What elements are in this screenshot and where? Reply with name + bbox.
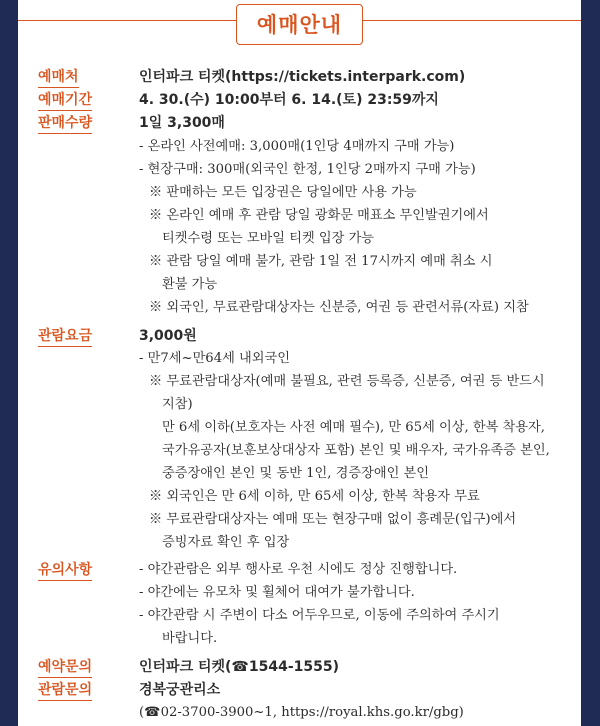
- label-booking-inquiry: 예약문의: [38, 658, 92, 678]
- notice-line: - 야간관람은 외부 행사로 우천 시에도 정상 진행합니다.: [139, 562, 458, 577]
- fee-note: 증빙자료 확인 후 입장: [162, 535, 290, 550]
- fee-note: ※ 무료관람대상자(예매 불필요, 관련 등록증, 신분증, 여권 등 반드시: [149, 374, 545, 389]
- label-notice: 유의사항: [38, 561, 92, 581]
- fee-note: ※ 무료관람대상자는 예매 또는 현장구매 없이 흥례문(입구)에서: [149, 512, 517, 527]
- quantity-note: ※ 판매하는 모든 입장권은 당일에만 사용 가능: [149, 185, 417, 200]
- label-visit-inquiry: 관람문의: [38, 681, 92, 701]
- notice-line: - 야간관람 시 주변이 다소 어두우므로, 이동에 주의하여 주시기: [139, 608, 500, 623]
- quantity-line: - 온라인 사전예매: 3,000매(1인당 4매까지 구매 가능): [139, 139, 455, 154]
- fee-note: 지참): [162, 397, 193, 412]
- quantity-note: ※ 관람 당일 예매 불가, 관람 1일 전 17시까지 예매 취소 시: [149, 254, 493, 269]
- label-sales-quantity: 판매수량: [38, 114, 92, 134]
- fee-line: - 만7세~만64세 내외국인: [139, 351, 290, 366]
- quantity-note: 환불 가능: [162, 277, 218, 292]
- page-title: 예매안내: [236, 4, 363, 45]
- admission-fee-value: 3,000원: [139, 328, 197, 344]
- label-admission-fee: 관람요금: [38, 327, 92, 347]
- fee-note: 중증장애인 본인 및 동반 1인, 경증장애인 본인: [162, 466, 430, 481]
- fee-note: 국가유공자(보훈보상대상자 포함) 본인 및 배우자, 국가유족증 본인,: [162, 443, 550, 458]
- notice-line: - 야간에는 유모차 및 휠체어 대여가 불가합니다.: [139, 585, 415, 600]
- booking-info-card: [18, 0, 581, 726]
- label-booking-site: 예매처: [38, 68, 79, 88]
- booking-inquiry-value[interactable]: 인터파크 티켓(☎1544-1555): [139, 659, 339, 675]
- sales-quantity-value: 1일 3,300매: [139, 115, 225, 131]
- visit-inquiry-detail[interactable]: (☎02-3700-3900~1, https://royal.khs.go.kr/gbg): [139, 705, 464, 720]
- label-booking-period: 예매기간: [38, 91, 92, 111]
- quantity-note: ※ 외국인, 무료관람대상자는 신분증, 여권 등 관련서류(자료) 지참: [149, 300, 529, 315]
- visit-inquiry-value: 경복궁관리소: [139, 682, 221, 698]
- booking-site-value[interactable]: 인터파크 티켓(https://tickets.interpark.com): [139, 69, 466, 85]
- notice-line: 바랍니다.: [162, 631, 218, 646]
- quantity-line: - 현장구매: 300매(외국인 한정, 1인당 2매까지 구매 가능): [139, 162, 476, 177]
- fee-note: ※ 외국인은 만 6세 이하, 만 65세 이상, 한복 착용자 무료: [149, 489, 480, 504]
- quantity-note: 티켓수령 또는 모바일 티켓 입장 가능: [162, 231, 375, 246]
- fee-note: 만 6세 이하(보호자는 사전 예매 필수), 만 65세 이상, 한복 착용자,: [162, 420, 545, 435]
- quantity-note: ※ 온라인 예매 후 관람 당일 광화문 매표소 무인발권기에서: [149, 208, 489, 223]
- booking-period-value: 4. 30.(수) 10:00부터 6. 14.(토) 23:59까지: [139, 92, 439, 108]
